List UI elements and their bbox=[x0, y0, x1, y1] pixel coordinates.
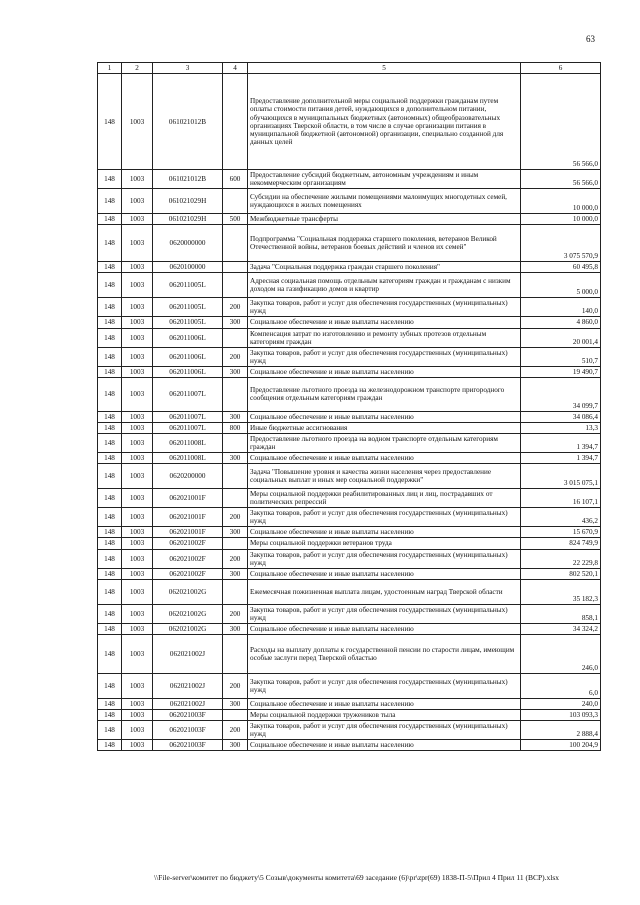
cell-celevaya-statya: 061021012В bbox=[153, 74, 223, 170]
cell-vid-rashodov: 300 bbox=[223, 317, 248, 328]
page-number: 63 bbox=[586, 34, 595, 44]
cell-vid-rashodov: 300 bbox=[223, 740, 248, 751]
column-header: 3 bbox=[153, 63, 223, 74]
cell-summa: 13,3 bbox=[521, 422, 601, 433]
cell-vedomstvo: 148 bbox=[98, 538, 122, 549]
cell-naimenovanie: Закупка товаров, работ и услуг для обеспечения государственных (муниципальных) нужд bbox=[248, 604, 521, 623]
budget-table bbox=[97, 62, 601, 751]
cell-celevaya-statya: 062011005L bbox=[153, 273, 223, 298]
cell-razdel: 1003 bbox=[122, 298, 153, 317]
table-row bbox=[98, 298, 601, 317]
cell-summa: 16 107,1 bbox=[521, 489, 601, 508]
cell-celevaya-statya: 062021002G bbox=[153, 579, 223, 604]
cell-vid-rashodov bbox=[223, 377, 248, 411]
cell-vid-rashodov: 200 bbox=[223, 298, 248, 317]
cell-summa: 100 204,9 bbox=[521, 740, 601, 751]
cell-celevaya-statya: 0620200000 bbox=[153, 464, 223, 489]
cell-summa: 19 490,7 bbox=[521, 366, 601, 377]
cell-vid-rashodov: 200 bbox=[223, 604, 248, 623]
cell-vedomstvo: 148 bbox=[98, 568, 122, 579]
cell-vedomstvo: 148 bbox=[98, 740, 122, 751]
cell-naimenovanie: Закупка товаров, работ и услуг для обеспечения государственных (муниципальных) нужд bbox=[248, 673, 521, 698]
cell-razdel: 1003 bbox=[122, 579, 153, 604]
cell-razdel: 1003 bbox=[122, 721, 153, 740]
cell-vedomstvo: 148 bbox=[98, 623, 122, 634]
cell-vedomstvo: 148 bbox=[98, 527, 122, 538]
cell-naimenovanie: Задача "Социальная поддержка граждан старшего поколения" bbox=[248, 262, 521, 273]
cell-summa: 802 520,1 bbox=[521, 568, 601, 579]
cell-vid-rashodov bbox=[223, 538, 248, 549]
cell-vid-rashodov bbox=[223, 579, 248, 604]
cell-summa: 3 075 570,9 bbox=[521, 225, 601, 262]
cell-razdel: 1003 bbox=[122, 489, 153, 508]
cell-celevaya-statya: 062021002J bbox=[153, 634, 223, 673]
cell-razdel: 1003 bbox=[122, 698, 153, 709]
cell-vid-rashodov: 200 bbox=[223, 549, 248, 568]
cell-celevaya-statya: 062011006L bbox=[153, 347, 223, 366]
cell-vid-rashodov bbox=[223, 189, 248, 214]
cell-naimenovanie: Социальное обеспечение и иные выплаты населению bbox=[248, 698, 521, 709]
cell-razdel: 1003 bbox=[122, 634, 153, 673]
cell-celevaya-statya: 062011008L bbox=[153, 453, 223, 464]
cell-vedomstvo: 148 bbox=[98, 298, 122, 317]
cell-naimenovanie: Ежемесячная пожизненная выплата лицам, удостоенным наград Тверской области bbox=[248, 579, 521, 604]
cell-vedomstvo: 148 bbox=[98, 709, 122, 720]
cell-vedomstvo: 148 bbox=[98, 698, 122, 709]
file-path-footer: \\File-server\комитет по бюджету\5 Созыв\документы комитета\69 заседание (6)\pr\zpr(69) 1838-П-5\Прил 4 Прил 11 (ВСР).xlsx bbox=[154, 873, 560, 882]
cell-razdel: 1003 bbox=[122, 317, 153, 328]
cell-celevaya-statya: 062021003F bbox=[153, 740, 223, 751]
cell-vedomstvo: 148 bbox=[98, 673, 122, 698]
cell-vid-rashodov bbox=[223, 709, 248, 720]
cell-summa: 436,2 bbox=[521, 508, 601, 527]
cell-naimenovanie: Предоставление льготного проезда на водном транспорте отдельным категориям граждан bbox=[248, 433, 521, 452]
cell-summa: 140,0 bbox=[521, 298, 601, 317]
cell-summa: 60 495,8 bbox=[521, 262, 601, 273]
table-row bbox=[98, 347, 601, 366]
cell-naimenovanie: Социальное обеспечение и иные выплаты населению bbox=[248, 623, 521, 634]
table-header-row bbox=[98, 63, 601, 74]
column-header: 6 bbox=[521, 63, 601, 74]
column-header: 2 bbox=[122, 63, 153, 74]
table-row bbox=[98, 709, 601, 720]
table-row bbox=[98, 698, 601, 709]
cell-razdel: 1003 bbox=[122, 366, 153, 377]
cell-naimenovanie: Закупка товаров, работ и услуг для обеспечения государственных (муниципальных) нужд bbox=[248, 508, 521, 527]
cell-summa: 56 566,0 bbox=[521, 74, 601, 170]
cell-razdel: 1003 bbox=[122, 568, 153, 579]
cell-celevaya-statya: 062021001F bbox=[153, 527, 223, 538]
cell-celevaya-statya: 062011008L bbox=[153, 433, 223, 452]
cell-naimenovanie: Адресная социальная помощь отдельным категориям граждан и гражданам с низким доходом на газификацию домов и квартир bbox=[248, 273, 521, 298]
cell-celevaya-statya: 062021002F bbox=[153, 538, 223, 549]
cell-celevaya-statya: 0620000000 bbox=[153, 225, 223, 262]
cell-celevaya-statya: 062021002J bbox=[153, 698, 223, 709]
cell-summa: 35 182,3 bbox=[521, 579, 601, 604]
cell-celevaya-statya: 062011006L bbox=[153, 328, 223, 347]
cell-summa: 1 394,7 bbox=[521, 433, 601, 452]
cell-naimenovanie: Компенсация затрат по изготовлению и ремонту зубных протезов отдельным категориям граждан bbox=[248, 328, 521, 347]
cell-summa: 1 394,7 bbox=[521, 453, 601, 464]
cell-vedomstvo: 148 bbox=[98, 464, 122, 489]
table-row bbox=[98, 623, 601, 634]
table-row bbox=[98, 568, 601, 579]
cell-razdel: 1003 bbox=[122, 273, 153, 298]
cell-naimenovanie: Меры социальной поддержки тружеников тыла bbox=[248, 709, 521, 720]
table-row bbox=[98, 170, 601, 189]
cell-celevaya-statya: 062021001F bbox=[153, 508, 223, 527]
cell-razdel: 1003 bbox=[122, 347, 153, 366]
cell-naimenovanie: Закупка товаров, работ и услуг для обеспечения государственных (муниципальных) нужд bbox=[248, 549, 521, 568]
table-row bbox=[98, 604, 601, 623]
cell-vid-rashodov bbox=[223, 328, 248, 347]
cell-summa: 22 229,8 bbox=[521, 549, 601, 568]
cell-summa: 246,0 bbox=[521, 634, 601, 673]
table-row bbox=[98, 317, 601, 328]
cell-vid-rashodov: 200 bbox=[223, 347, 248, 366]
cell-razdel: 1003 bbox=[122, 377, 153, 411]
cell-vedomstvo: 148 bbox=[98, 721, 122, 740]
cell-vid-rashodov: 300 bbox=[223, 453, 248, 464]
table-row bbox=[98, 579, 601, 604]
cell-celevaya-statya: 062011007L bbox=[153, 411, 223, 422]
cell-vedomstvo: 148 bbox=[98, 273, 122, 298]
table-row bbox=[98, 453, 601, 464]
cell-celevaya-statya: 062011005L bbox=[153, 317, 223, 328]
cell-naimenovanie: Социальное обеспечение и иные выплаты населению bbox=[248, 317, 521, 328]
cell-summa: 34 324,2 bbox=[521, 623, 601, 634]
cell-razdel: 1003 bbox=[122, 422, 153, 433]
table-body bbox=[98, 63, 601, 751]
cell-vid-rashodov: 200 bbox=[223, 508, 248, 527]
cell-razdel: 1003 bbox=[122, 709, 153, 720]
table-row bbox=[98, 366, 601, 377]
cell-summa: 510,7 bbox=[521, 347, 601, 366]
cell-vedomstvo: 148 bbox=[98, 422, 122, 433]
cell-vid-rashodov: 600 bbox=[223, 170, 248, 189]
cell-celevaya-statya: 0620100000 bbox=[153, 262, 223, 273]
cell-celevaya-statya: 062021002J bbox=[153, 673, 223, 698]
cell-summa: 10 000,0 bbox=[521, 189, 601, 214]
cell-razdel: 1003 bbox=[122, 604, 153, 623]
table-row bbox=[98, 377, 601, 411]
cell-razdel: 1003 bbox=[122, 328, 153, 347]
cell-vedomstvo: 148 bbox=[98, 170, 122, 189]
cell-vedomstvo: 148 bbox=[98, 317, 122, 328]
cell-vedomstvo: 148 bbox=[98, 579, 122, 604]
table-row bbox=[98, 508, 601, 527]
table-row bbox=[98, 489, 601, 508]
cell-celevaya-statya: 061021012В bbox=[153, 170, 223, 189]
cell-naimenovanie: Меры социальной поддержки ветеранов труда bbox=[248, 538, 521, 549]
table-row bbox=[98, 422, 601, 433]
cell-vid-rashodov bbox=[223, 74, 248, 170]
cell-vid-rashodov: 300 bbox=[223, 366, 248, 377]
cell-naimenovanie: Задача "Повышение уровня и качества жизни населения через предоставление социальных выплат и иных мер социальной поддержки" bbox=[248, 464, 521, 489]
cell-naimenovanie: Закупка товаров, работ и услуг для обеспечения государственных (муниципальных) нужд bbox=[248, 347, 521, 366]
cell-naimenovanie: Социальное обеспечение и иные выплаты населению bbox=[248, 568, 521, 579]
cell-naimenovanie: Закупка товаров, работ и услуг для обеспечения государственных (муниципальных) нужд bbox=[248, 298, 521, 317]
cell-naimenovanie: Закупка товаров, работ и услуг для обеспечения государственных (муниципальных) нужд bbox=[248, 721, 521, 740]
table-row bbox=[98, 328, 601, 347]
cell-vedomstvo: 148 bbox=[98, 604, 122, 623]
cell-vid-rashodov bbox=[223, 489, 248, 508]
cell-vedomstvo: 148 bbox=[98, 225, 122, 262]
cell-celevaya-statya: 062011007L bbox=[153, 422, 223, 433]
cell-vid-rashodov bbox=[223, 262, 248, 273]
cell-naimenovanie: Межбюджетные трансферты bbox=[248, 214, 521, 225]
table-row bbox=[98, 225, 601, 262]
table-row bbox=[98, 273, 601, 298]
cell-vid-rashodov bbox=[223, 464, 248, 489]
cell-razdel: 1003 bbox=[122, 464, 153, 489]
cell-vedomstvo: 148 bbox=[98, 433, 122, 452]
cell-summa: 858,1 bbox=[521, 604, 601, 623]
cell-naimenovanie: Иные бюджетные ассигнования bbox=[248, 422, 521, 433]
cell-naimenovanie: Предоставление субсидий бюджетным, автономным учреждениям и иным некоммерческим организациям bbox=[248, 170, 521, 189]
cell-razdel: 1003 bbox=[122, 527, 153, 538]
table-row bbox=[98, 527, 601, 538]
cell-celevaya-statya: 062021002F bbox=[153, 568, 223, 579]
cell-celevaya-statya: 062011007L bbox=[153, 377, 223, 411]
cell-vedomstvo: 148 bbox=[98, 189, 122, 214]
cell-naimenovanie: Социальное обеспечение и иные выплаты населению bbox=[248, 453, 521, 464]
cell-summa: 6,0 bbox=[521, 673, 601, 698]
cell-summa: 824 749,9 bbox=[521, 538, 601, 549]
cell-razdel: 1003 bbox=[122, 189, 153, 214]
cell-vid-rashodov: 500 bbox=[223, 214, 248, 225]
cell-razdel: 1003 bbox=[122, 74, 153, 170]
cell-naimenovanie: Расходы на выплату доплаты к государственной пенсии по старости лицам, имеющим особые заслуги перед Тверской областью bbox=[248, 634, 521, 673]
cell-vid-rashodov: 800 bbox=[223, 422, 248, 433]
table-row bbox=[98, 214, 601, 225]
cell-summa: 103 093,3 bbox=[521, 709, 601, 720]
table-row bbox=[98, 411, 601, 422]
cell-naimenovanie: Предоставление дополнительной меры социальной поддержки гражданам путем оплаты стоимости питания детей, нуждающихся в дополнительном питании, обучающихся в муниципальных бюджетных (автономных) общеобразовательных организациях Тверской области, в том числе в случае организации питания в муниципальной бюджетной (автономной) организации, специально созданной для данных целей bbox=[248, 74, 521, 170]
cell-vedomstvo: 148 bbox=[98, 214, 122, 225]
cell-naimenovanie: Социальное обеспечение и иные выплаты населению bbox=[248, 366, 521, 377]
cell-celevaya-statya: 062021002F bbox=[153, 549, 223, 568]
table-row bbox=[98, 538, 601, 549]
table-row bbox=[98, 721, 601, 740]
column-header: 4 bbox=[223, 63, 248, 74]
cell-vedomstvo: 148 bbox=[98, 366, 122, 377]
cell-razdel: 1003 bbox=[122, 673, 153, 698]
cell-naimenovanie: Социальное обеспечение и иные выплаты населению bbox=[248, 527, 521, 538]
cell-vedomstvo: 148 bbox=[98, 347, 122, 366]
cell-vid-rashodov: 300 bbox=[223, 411, 248, 422]
cell-vedomstvo: 148 bbox=[98, 262, 122, 273]
cell-celevaya-statya: 061021029Н bbox=[153, 214, 223, 225]
cell-vedomstvo: 148 bbox=[98, 549, 122, 568]
cell-razdel: 1003 bbox=[122, 623, 153, 634]
column-header: 1 bbox=[98, 63, 122, 74]
table-row bbox=[98, 740, 601, 751]
cell-celevaya-statya: 062021002G bbox=[153, 604, 223, 623]
cell-razdel: 1003 bbox=[122, 433, 153, 452]
table-row bbox=[98, 549, 601, 568]
cell-naimenovanie: Меры социальной поддержки реабилитированных лиц и лиц, пострадавших от политических репрессий bbox=[248, 489, 521, 508]
cell-vid-rashodov: 300 bbox=[223, 527, 248, 538]
cell-summa: 56 566,0 bbox=[521, 170, 601, 189]
cell-summa: 15 670,9 bbox=[521, 527, 601, 538]
cell-vid-rashodov: 300 bbox=[223, 698, 248, 709]
cell-razdel: 1003 bbox=[122, 538, 153, 549]
cell-summa: 240,0 bbox=[521, 698, 601, 709]
cell-vedomstvo: 148 bbox=[98, 453, 122, 464]
cell-summa: 2 888,4 bbox=[521, 721, 601, 740]
cell-vedomstvo: 148 bbox=[98, 508, 122, 527]
cell-razdel: 1003 bbox=[122, 453, 153, 464]
column-header: 5 bbox=[248, 63, 521, 74]
cell-vid-rashodov bbox=[223, 634, 248, 673]
cell-razdel: 1003 bbox=[122, 411, 153, 422]
cell-vid-rashodov bbox=[223, 273, 248, 298]
cell-razdel: 1003 bbox=[122, 262, 153, 273]
cell-vid-rashodov: 300 bbox=[223, 623, 248, 634]
cell-celevaya-statya: 062021003F bbox=[153, 721, 223, 740]
cell-naimenovanie: Подпрограмма "Социальная поддержка старшего поколения, ветеранов Великой Отечественной войны, ветеранов боевых действий и членов их семей" bbox=[248, 225, 521, 262]
cell-vedomstvo: 148 bbox=[98, 328, 122, 347]
cell-vid-rashodov bbox=[223, 433, 248, 452]
cell-celevaya-statya: 062021003F bbox=[153, 709, 223, 720]
cell-vid-rashodov bbox=[223, 225, 248, 262]
cell-summa: 34 099,7 bbox=[521, 377, 601, 411]
cell-vid-rashodov: 200 bbox=[223, 673, 248, 698]
cell-summa: 20 001,4 bbox=[521, 328, 601, 347]
cell-naimenovanie: Социальное обеспечение и иные выплаты населению bbox=[248, 740, 521, 751]
cell-razdel: 1003 bbox=[122, 225, 153, 262]
cell-vid-rashodov: 200 bbox=[223, 721, 248, 740]
table-row bbox=[98, 189, 601, 214]
table-row bbox=[98, 673, 601, 698]
cell-vedomstvo: 148 bbox=[98, 634, 122, 673]
cell-vedomstvo: 148 bbox=[98, 74, 122, 170]
table-row bbox=[98, 262, 601, 273]
cell-vedomstvo: 148 bbox=[98, 489, 122, 508]
table-row bbox=[98, 74, 601, 170]
cell-summa: 4 860,0 bbox=[521, 317, 601, 328]
cell-summa: 34 086,4 bbox=[521, 411, 601, 422]
cell-razdel: 1003 bbox=[122, 740, 153, 751]
table-row bbox=[98, 433, 601, 452]
cell-celevaya-statya: 061021029Н bbox=[153, 189, 223, 214]
cell-naimenovanie: Предоставление льготного проезда на железнодорожном транспорте пригородного сообщения отдельным категориям граждан bbox=[248, 377, 521, 411]
cell-celevaya-statya: 062011006L bbox=[153, 366, 223, 377]
cell-naimenovanie: Социальное обеспечение и иные выплаты населению bbox=[248, 411, 521, 422]
cell-razdel: 1003 bbox=[122, 508, 153, 527]
cell-summa: 10 000,0 bbox=[521, 214, 601, 225]
cell-summa: 5 000,0 bbox=[521, 273, 601, 298]
cell-naimenovanie: Субсидии на обеспечение жилыми помещениями малоимущих многодетных семей, нуждающихся в жилых помещениях bbox=[248, 189, 521, 214]
cell-razdel: 1003 bbox=[122, 214, 153, 225]
table-row bbox=[98, 634, 601, 673]
table-row bbox=[98, 464, 601, 489]
cell-celevaya-statya: 062021002G bbox=[153, 623, 223, 634]
cell-summa: 3 015 075,1 bbox=[521, 464, 601, 489]
cell-celevaya-statya: 062021001F bbox=[153, 489, 223, 508]
cell-celevaya-statya: 062011005L bbox=[153, 298, 223, 317]
cell-razdel: 1003 bbox=[122, 170, 153, 189]
cell-razdel: 1003 bbox=[122, 549, 153, 568]
cell-vedomstvo: 148 bbox=[98, 411, 122, 422]
cell-vedomstvo: 148 bbox=[98, 377, 122, 411]
cell-vid-rashodov: 300 bbox=[223, 568, 248, 579]
